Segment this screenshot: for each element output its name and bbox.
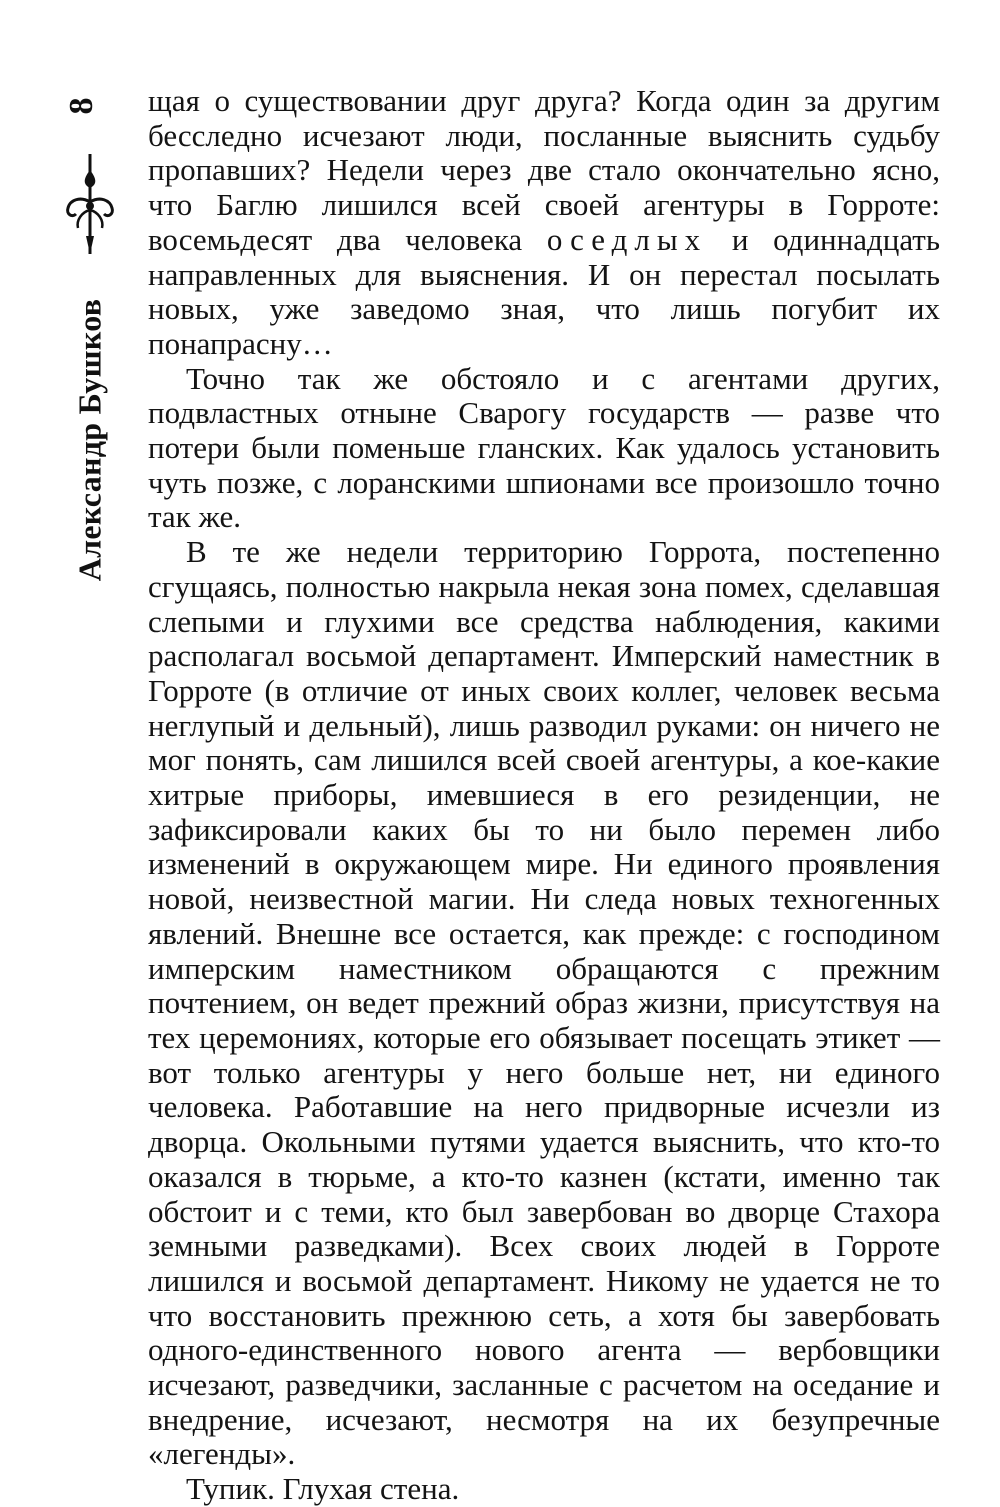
paragraph-3: В те же недели территорию Горрота, постепенно сгущаясь, полностью накрыла некая зона помех, сделавшая слепыми и глухими все средства наблюдения, какими располагал восьмой департамент. Имперский наместник в Горроте (в отличие от иных своих коллег, человек весьма неглупый и дельный), лишь разводил руками: он ничего не мог понять, сам лишился всей своей агентуры, а кое-какие хитрые приборы, имевшиеся в его резиденции, не зафиксировали каких бы то ни было перемен либо изменений в окружающем мире. Ни единого проявления новой, неизвестной магии. Ни следа новых техногенных явлений. Внешне все остается, как прежде: с господином имперским наместником обращаются с прежним почтением, он ведет прежний образ жизни, присутствуя на тех церемониях, которые его обязывает посещать этикет — вот только агентуры у него больше нет, ни единого человека. Работавшие на него придворные исчезли из дворца. Окольными путями удается выяснить, что кто-то оказался в тюрьме, а кто-то казнен (кстати, именно так обстоит и с теми, кто был завербован во дворце Стахора земными разведками). Всех своих людей в Горроте лишился и восьмой департамент. Никому не удается не то что восстановить прежнюю сеть, а хотя бы завербовать одного-единственного нового агента — вербовщики исчезают, разведчики, засланные с расчетом на оседание и внедрение, исчезают, несмотря на их безупречные «легенды».	[148, 534, 940, 1472]
paragraph-4: Тупик. Глухая стена.	[186, 1471, 460, 1507]
paragraph-2: Точно так же обстояло и с агентами других, подвластных отныне Сварогу государств — разве что потери были поменьше гланских. Как удалось установить чуть позже, с лоранскими шпионами все произошло точно так же.	[148, 360, 940, 535]
page-number: 8	[63, 97, 100, 115]
paragraph-1-spaced-word: оседлых	[546, 221, 708, 257]
paragraph-1	[148, 84, 940, 362]
sword-flourish-icon	[60, 150, 120, 260]
body-text	[148, 84, 940, 1507]
paragraph-1-part-b: и одиннадцать направленных для выяснения. И он перестал посылать новых, уже заведомо зная, что лишь погубит их понапрасну…	[148, 221, 940, 361]
paragraph-1-part-a: щая о существовании друг друга? Когда один за другим бесследно исчезают люди, посланные выяснить судьбу пропавших? Недели через две стало окончательно ясно, что Баглю лишился всей своей агентуры в Горроте: восемьдесят два человека	[148, 83, 940, 257]
author-name-text: Александр Бушков	[71, 298, 108, 582]
